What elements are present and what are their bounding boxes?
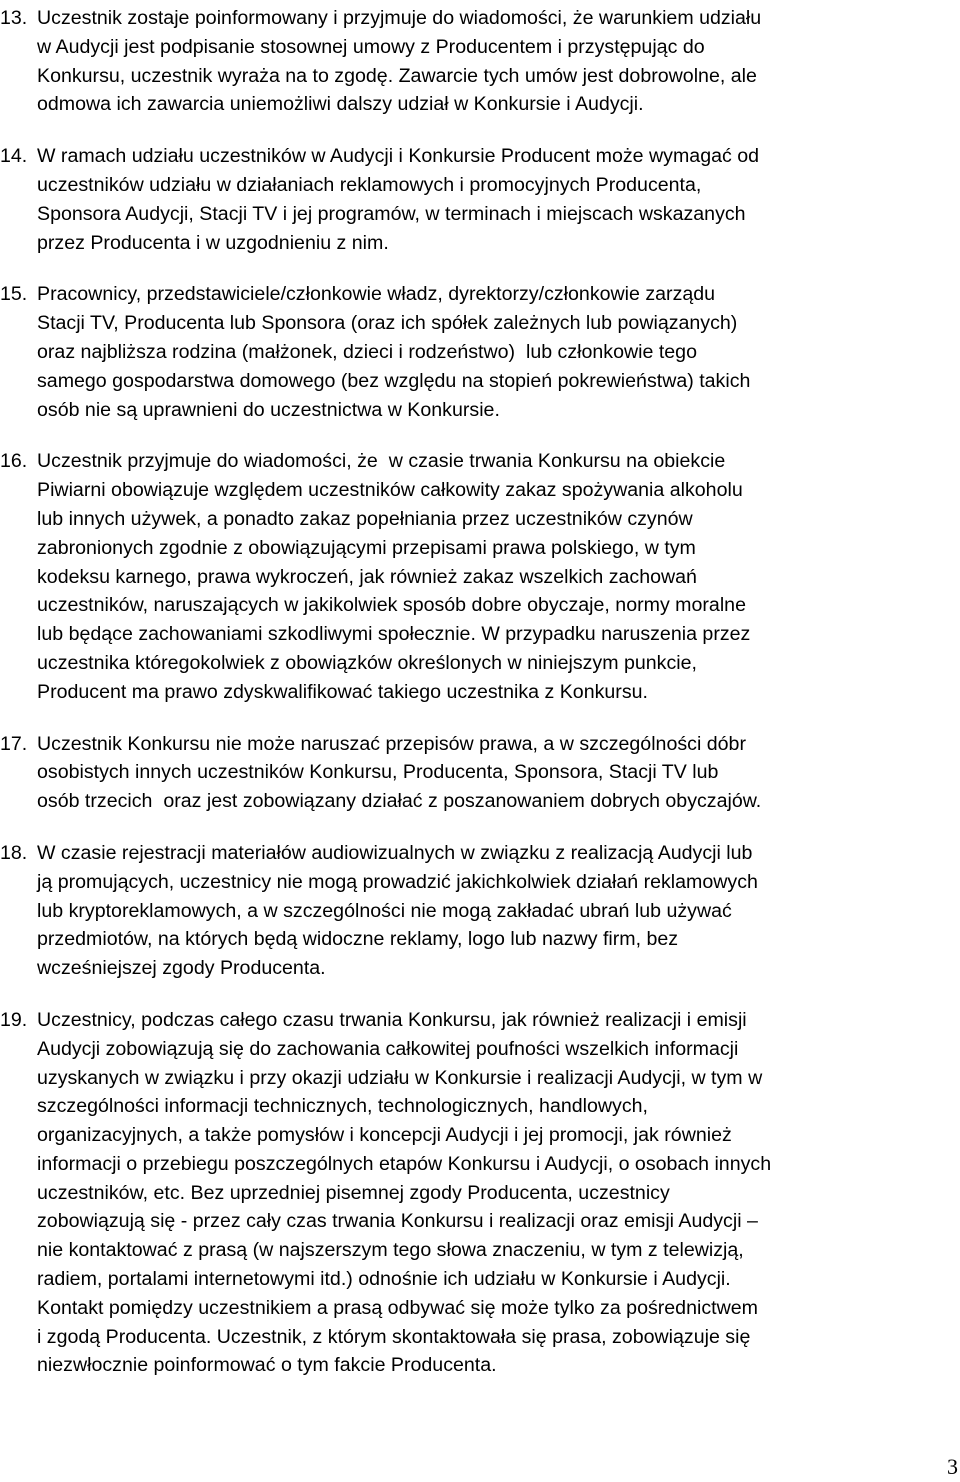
- item-text-line: lub innych używek, a ponadto zakaz popełniania przez uczestników czynów: [37, 507, 693, 530]
- item-text-line: przez Producenta i w uzgodnieniu z nim.: [37, 231, 389, 254]
- item-number: 19.: [0, 1008, 28, 1031]
- item-text-line: uczestników, etc. Bez uprzedniej pisemnej zgody Producenta, uczestnicy: [37, 1181, 670, 1204]
- item-text-line: w Audycji jest podpisanie stosownej umowy z Producentem i przystępując do: [37, 35, 705, 58]
- item-text-line: Uczestnicy, podczas całego czasu trwania Konkursu, jak również realizacji i emisji: [37, 1008, 747, 1031]
- item-text-line: nie kontaktować z prasą (w najszerszym tego słowa znaczeniu, w tym z telewizją,: [37, 1239, 744, 1262]
- list-item: [0, 280, 960, 424]
- item-text-line: Stacji TV, Producenta lub Sponsora (oraz ich spółek zależnych lub powiązanych): [37, 312, 738, 335]
- list-item: [0, 1006, 960, 1380]
- item-text-line: zabronionych zgodnie z obowiązującymi przepisami prawa polskiego, w tym: [37, 536, 696, 559]
- item-text-line: Producent ma prawo zdyskwalifikować takiego uczestnika z Konkursu.: [37, 680, 648, 703]
- item-text-line: zobowiązują się - przez cały czas trwania Konkursu i realizacji oraz emisji Audycji –: [37, 1210, 758, 1233]
- item-text-line: informacji o przebiegu poszczególnych etapów Konkursu i Audycji, o osobach innych: [37, 1152, 772, 1175]
- item-number: 16.: [0, 450, 28, 473]
- item-text-line: samego gospodarstwa domowego (bez względu na stopień pokrewieństwa) takich: [37, 369, 751, 392]
- item-text-line: osobistych innych uczestników Konkursu, Producenta, Sponsora, Stacji TV lub: [37, 761, 719, 784]
- list-item: [0, 730, 960, 816]
- item-text-line: W ramach udziału uczestników w Audycji i Konkursie Producent może wymagać od: [37, 145, 760, 168]
- item-text-line: Uczestnik przyjmuje do wiadomości, że w czasie trwania Konkursu na obiekcie: [37, 450, 726, 473]
- item-text-line: Pracownicy, przedstawiciele/członkowie władz, dyrektorzy/członkowie zarządu: [37, 283, 716, 306]
- item-text-line: uczestników udziału w działaniach reklamowych i promocyjnych Producenta,: [37, 173, 702, 196]
- item-number: 18.: [0, 841, 28, 864]
- item-number: 14.: [0, 145, 28, 168]
- item-text-line: kodeksu karnego, prawa wykroczeń, jak również zakaz wszelkich zachowań: [37, 565, 697, 588]
- item-text-line: osób nie są uprawnieni do uczestnictwa w Konkursie.: [37, 398, 500, 421]
- item-text-line: Audycji zobowiązują się do zachowania całkowitej poufności wszelkich informacji: [37, 1037, 739, 1060]
- list-item: [0, 839, 960, 983]
- item-text-line: radiem, portalami internetowymi itd.) odnośnie ich udziału w Konkursie i Audycji.: [37, 1268, 731, 1291]
- item-text-line: Uczestnik Konkursu nie może naruszać przepisów prawa, a w szczególności dóbr: [37, 732, 746, 755]
- item-text-line: W czasie rejestracji materiałów audiowizualnych w związku z realizacją Audycji lub: [37, 841, 753, 864]
- item-number: 15.: [0, 283, 28, 306]
- item-text-line: Uczestnik zostaje poinformowany i przyjmuje do wiadomości, że warunkiem udziału: [37, 7, 762, 29]
- item-text-line: osób trzecich oraz jest zobowiązany działać z poszanowaniem dobrych obyczajów.: [37, 790, 762, 813]
- item-text-line: lub kryptoreklamowych, a w szczególności nie mogą zakładać ubrań lub używać: [37, 899, 732, 922]
- numbered-list: [0, 4, 960, 1403]
- item-text-line: Piwiarni obowiązuje względem uczestników całkowity zakaz spożywania alkoholu: [37, 479, 743, 502]
- list-item: [0, 142, 960, 257]
- item-number: 17.: [0, 732, 28, 755]
- item-text-line: wcześniejszej zgody Producenta.: [37, 957, 326, 980]
- item-text-line: organizacyjnych, a także pomysłów i koncepcji Audycji i jej promocji, jak również: [37, 1124, 732, 1147]
- item-text-line: niezwłocznie poinformować o tym fakcie Producenta.: [37, 1354, 497, 1377]
- item-text-line: przedmiotów, na których będą widoczne reklamy, logo lub nazwy firm, bez: [37, 928, 679, 951]
- item-text-line: ją promujących, uczestnicy nie mogą prowadzić jakichkolwiek działań reklamowych: [37, 870, 758, 893]
- item-text-line: Konkursu, uczestnik wyraża na to zgodę. Zawarcie tych umów jest dobrowolne, ale: [37, 64, 757, 87]
- item-text-line: uzyskanych w związku i przy okazji udziału w Konkursie i realizacji Audycji, w tym w: [37, 1066, 763, 1089]
- item-text-line: uczestników, naruszających w jakikolwiek sposób dobre obyczaje, normy moralne: [37, 594, 746, 617]
- item-text-line: lub będące zachowaniami szkodliwymi społecznie. W przypadku naruszenia przez: [37, 623, 751, 646]
- list-item: [0, 4, 960, 119]
- item-text-line: oraz najbliższa rodzina (małżonek, dzieci i rodzeństwo) lub członkowie tego: [37, 340, 697, 363]
- item-text-line: Sponsora Audycji, Stacji TV i jej programów, w terminach i miejscach wskazanych: [37, 202, 746, 225]
- page-number: 3: [947, 1454, 958, 1479]
- item-text-line: i zgodą Producenta. Uczestnik, z którym skontaktowała się prasa, zobowiązuje się: [37, 1325, 751, 1348]
- item-text-line: szczególności informacji technicznych, technologicznych, handlowych,: [37, 1095, 648, 1118]
- item-number: 13.: [0, 7, 28, 29]
- item-text-line: uczestnika któregokolwiek z obowiązków określonych w niniejszym punkcie,: [37, 651, 697, 674]
- item-text-line: Kontakt pomiędzy uczestnikiem a prasą odbywać się może tylko za pośrednictwem: [37, 1296, 758, 1319]
- list-item: [0, 447, 960, 706]
- item-text-line: odmowa ich zawarcia uniemożliwi dalszy udział w Konkursie i Audycji.: [37, 93, 644, 116]
